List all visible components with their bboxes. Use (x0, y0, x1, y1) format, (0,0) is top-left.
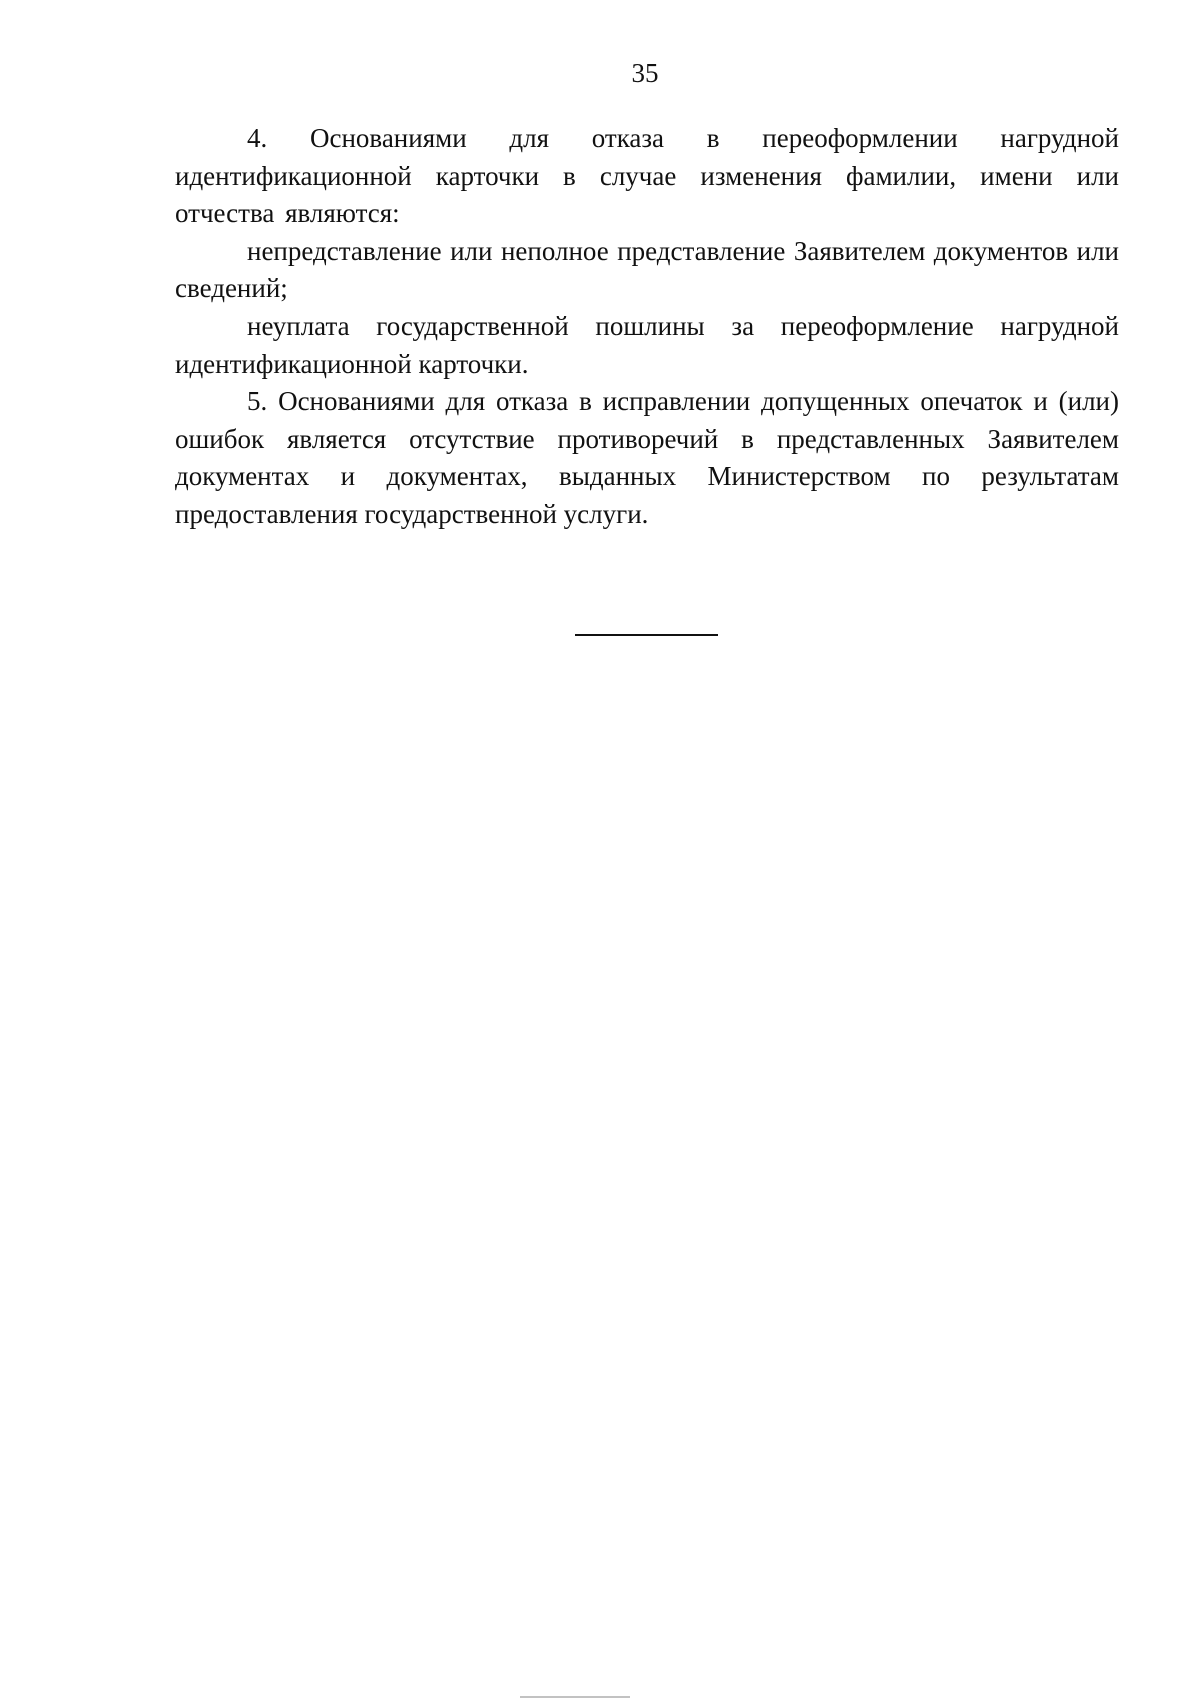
end-of-text-rule (575, 634, 718, 636)
paragraph-item-5: 5. Основаниями для отказа в исправлении допущенных опечаток и (или) ошибок является отсутствие противоречий в представленных Заявителем документах и документах, выданных Министерством по результатам предоставления государственной услуги. (175, 386, 1119, 529)
paragraph-item-4: 4. Основаниями для отказа в переоформлении нагрудной идентификационной карточки в случае изменения фамилии, имени или отчества являются: (175, 123, 1119, 229)
paragraph-subitem-unpaid-fee: неуплата государственной пошлины за переоформление нагрудной идентификационной карточки. (175, 310, 1119, 379)
page-number: 35 (631, 58, 659, 88)
paragraph-subitem-missing-documents: непредставление или неполное представление Заявителем документов или сведений; (175, 235, 1119, 304)
scan-artifact-line (520, 1696, 630, 1698)
document-body (175, 120, 1119, 534)
